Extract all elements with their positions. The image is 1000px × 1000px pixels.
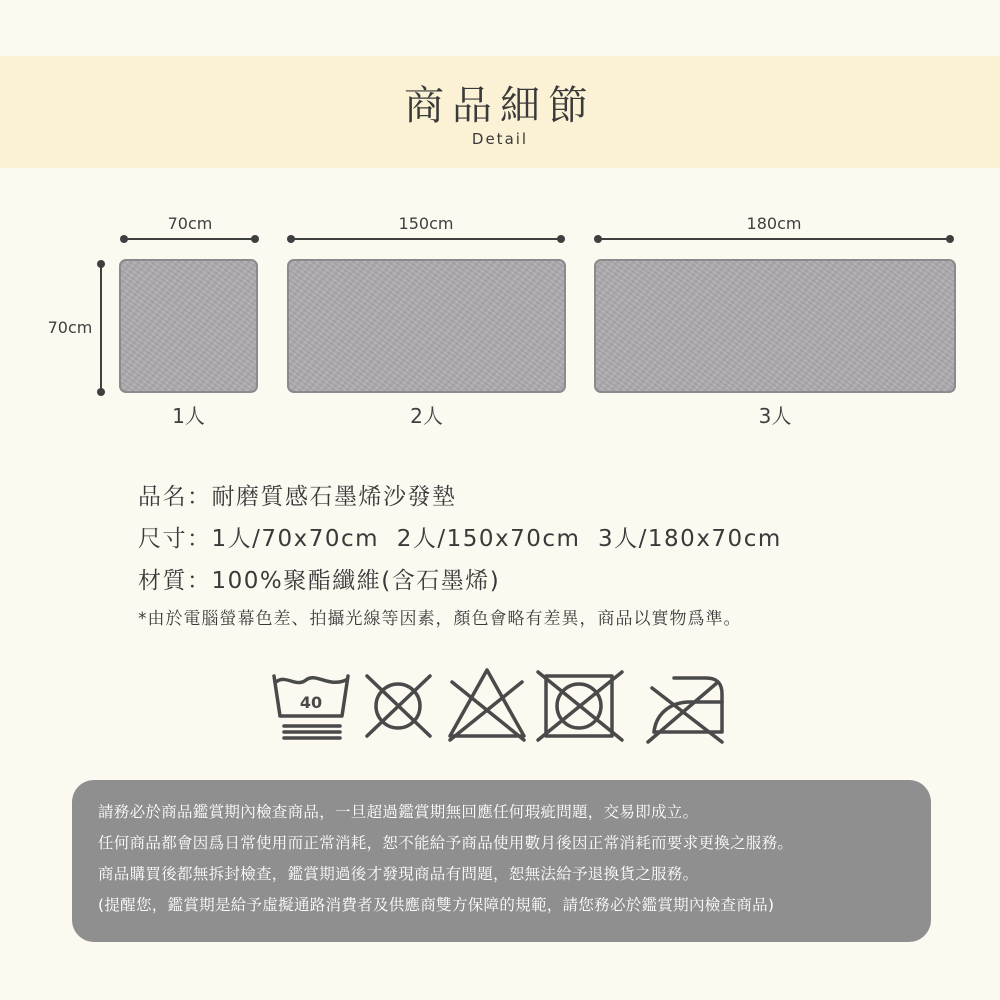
do-not-dry-clean-icon <box>538 672 622 740</box>
disclaimer-line-4: (提醒您，鑑賞期是給予虛擬通路消費者及供應商雙方保障的規範，請您務必於鑑賞期內檢查商品) <box>98 896 775 914</box>
mat-2-seat <box>287 259 566 393</box>
width-label-3: 180cm <box>746 214 802 233</box>
width-line-2 <box>291 238 561 240</box>
person-label-2: 2人 <box>410 404 443 428</box>
page-title: 商品細節 <box>404 83 596 129</box>
disclaimer-line-3: 商品購買後都無拆封檢查，鑑賞期過後才發現商品有問題，恕無法給予退換貨之服務。 <box>98 865 699 883</box>
page-subtitle: Detail <box>471 130 529 148</box>
spec-name: 品名：耐磨質感石墨烯沙發墊 <box>138 484 457 510</box>
disclaimer-line-2: 任何商品都會因爲日常使用而正常消耗，恕不能給予商品使用數月後因正常消耗而要求更換之服務。 <box>98 834 794 852</box>
width-label-2: 150cm <box>398 214 454 233</box>
mat-3-seat <box>594 259 956 393</box>
person-label-1: 1人 <box>172 404 205 428</box>
disclaimer-line-1: 請務必於商品鑑賞期內檢查商品，一旦超過鑑賞期無回應任何瑕疵問題，交易即成立。 <box>98 803 699 821</box>
width-line-1 <box>124 238 255 240</box>
spec-material: 材質：100%聚酯纖維(含石墨烯) <box>138 568 501 594</box>
do-not-iron-icon <box>648 678 722 742</box>
care-icons <box>270 668 730 744</box>
width-line-3 <box>598 238 950 240</box>
height-line <box>100 264 102 392</box>
height-label: 70cm <box>47 318 93 337</box>
spec-size: 尺寸：1人/70x70cm 2人/150x70cm 3人/180x70cm <box>138 526 782 552</box>
width-label-1: 70cm <box>167 214 213 233</box>
do-not-tumble-dry-icon <box>367 676 430 736</box>
color-disclaimer-note: *由於電腦螢幕色差、拍攝光線等因素，顏色會略有差異，商品以實物爲準。 <box>138 609 742 629</box>
person-label-3: 3人 <box>758 404 792 428</box>
do-not-bleach-icon <box>450 670 524 740</box>
mat-1-seat <box>119 259 258 393</box>
wash-temp-label: 40 <box>299 693 323 712</box>
disclaimer-box <box>72 780 931 942</box>
